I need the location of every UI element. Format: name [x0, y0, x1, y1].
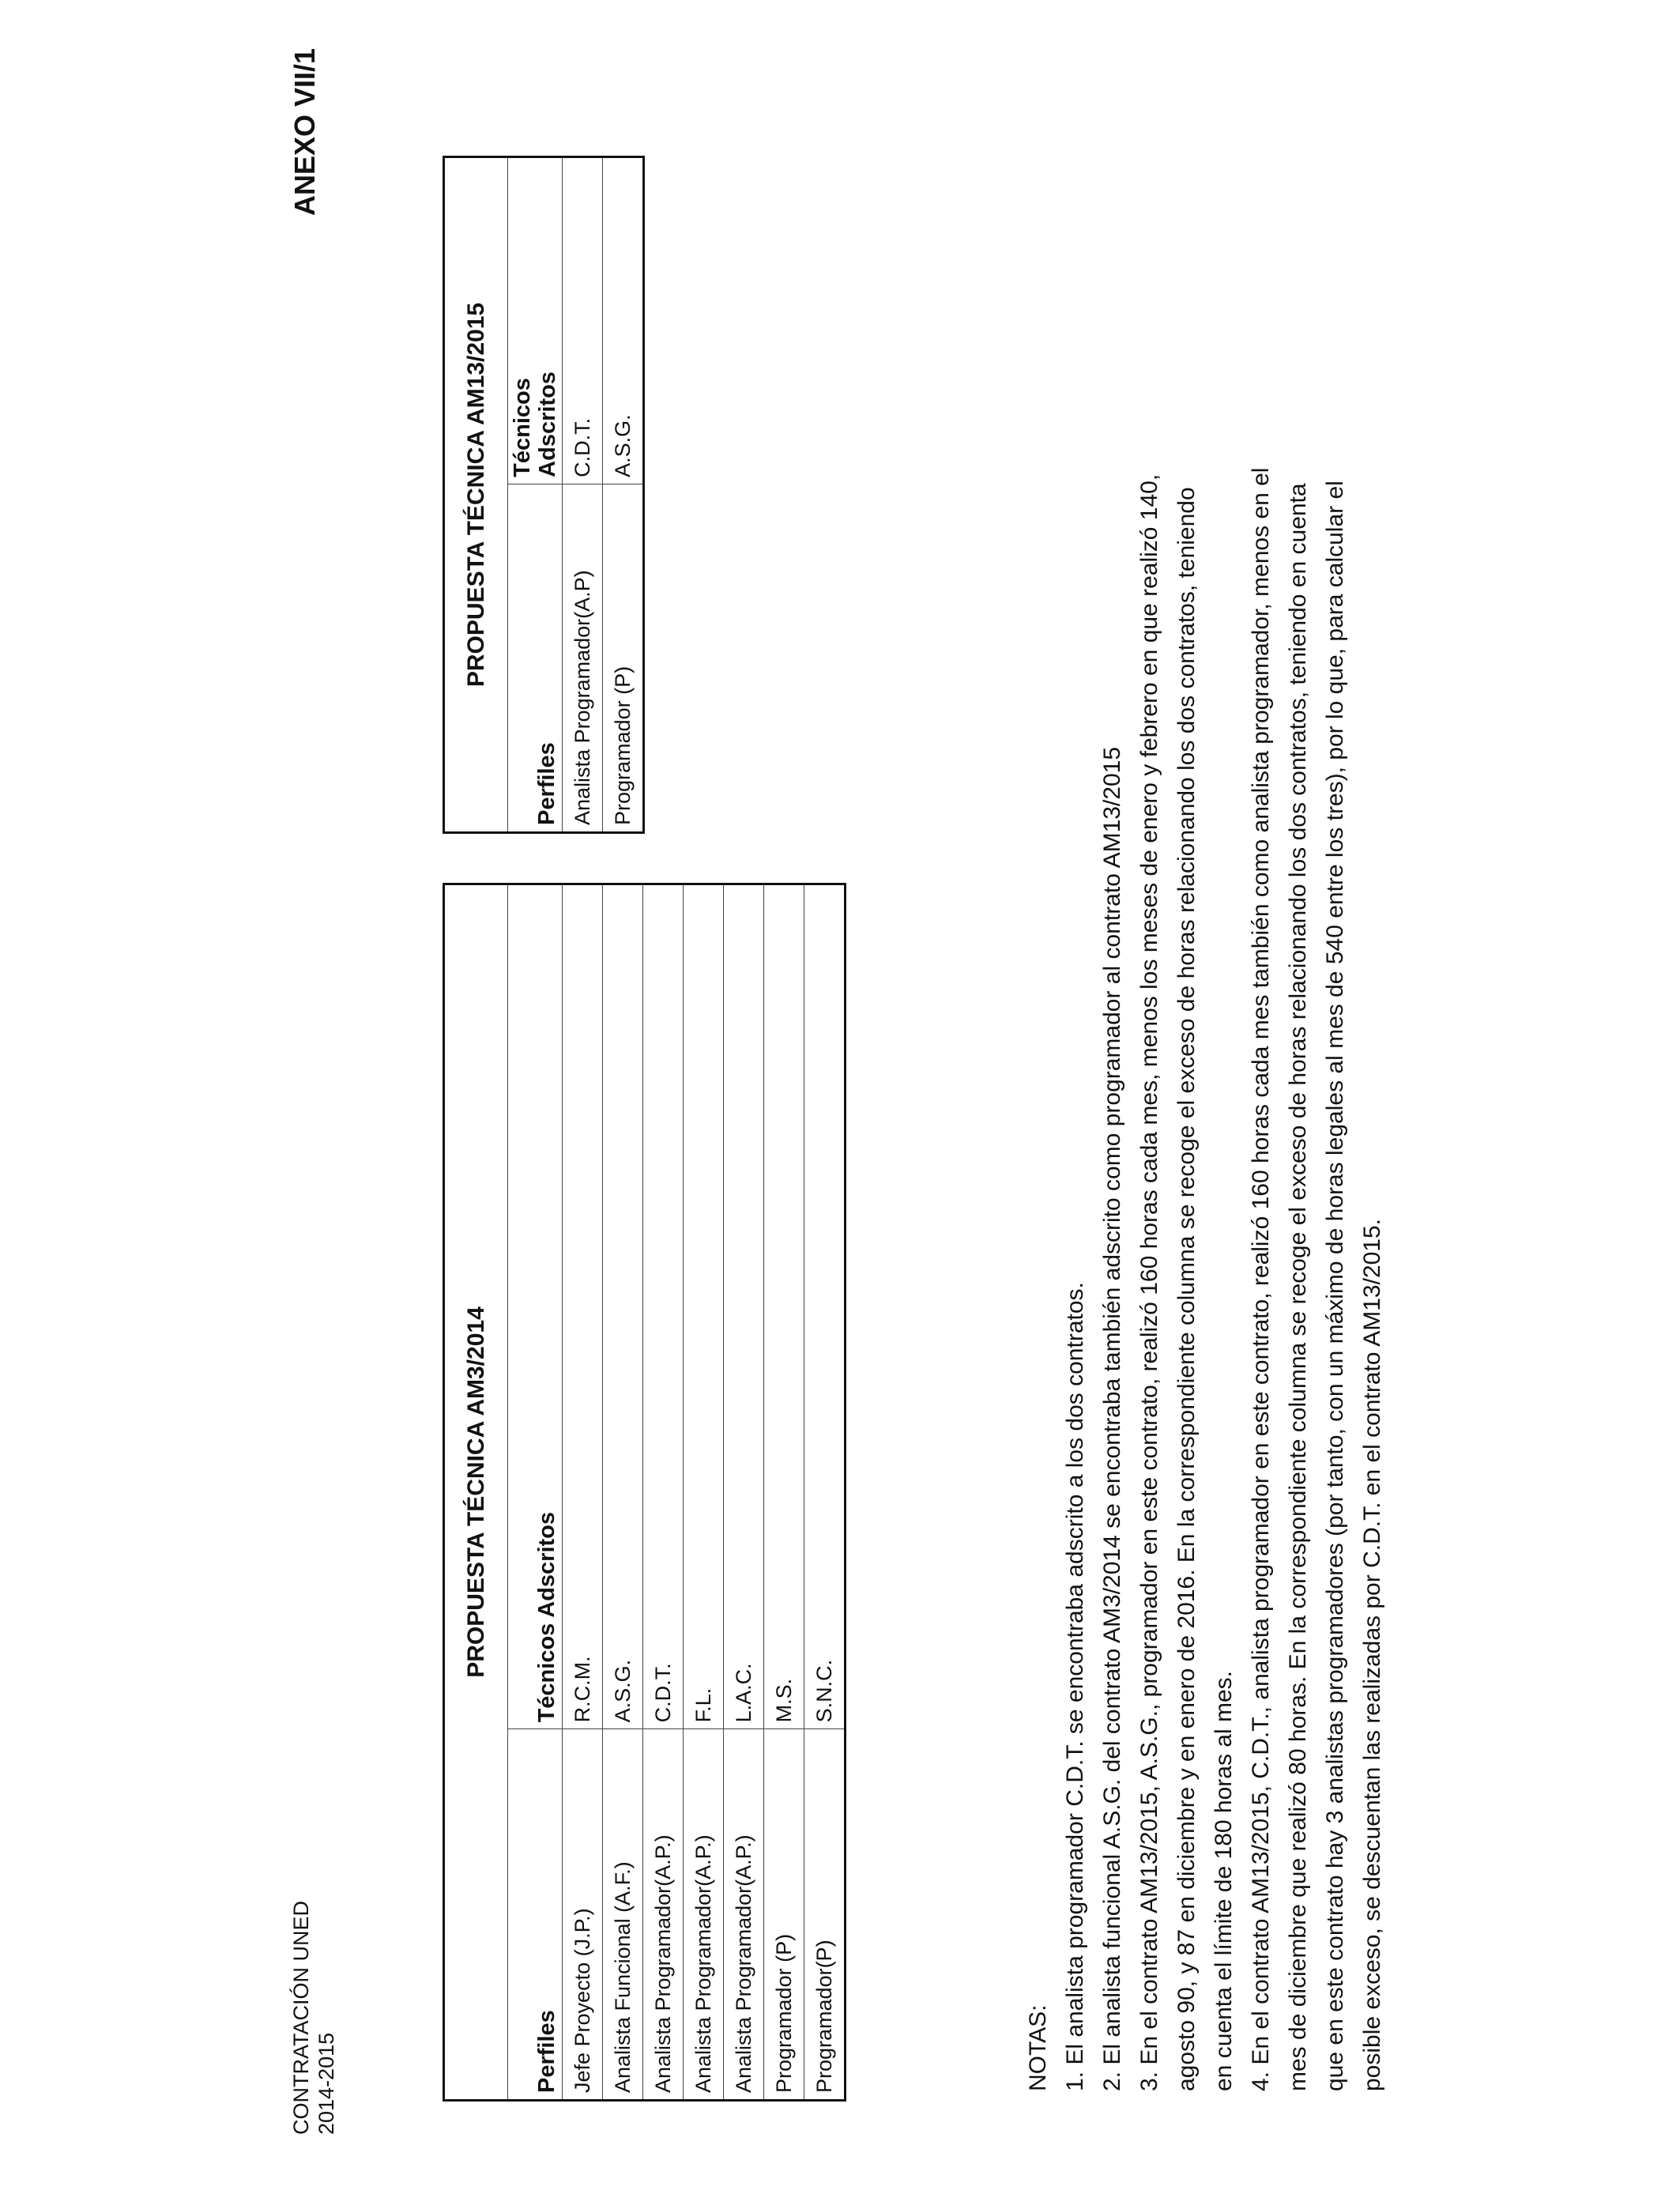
cell-perfil: Analista Programador(A.P.) [643, 1729, 684, 2101]
cell-perfil: Jefe Proyecto (J.P.) [563, 1729, 603, 2101]
cell-perfil: Analista Programador(A.P.) [684, 1729, 724, 2101]
cell-perfil: Programador (P) [603, 484, 644, 832]
cell-tecnico: S.N.C. [804, 884, 846, 1729]
table-row [563, 884, 603, 2101]
column-header-perfiles: Perfiles [508, 484, 563, 832]
table-row [603, 157, 644, 833]
cell-tecnico: R.C.M. [563, 884, 603, 1729]
column-header-line: Adscritos [535, 371, 560, 477]
cell-tecnico: A.S.G. [603, 884, 643, 1729]
annex-label: ANEXO VII/1 [288, 47, 321, 216]
table-title: PROPUESTA TÉCNICA AM3/2014 [444, 884, 508, 2101]
notes-section [1019, 68, 1391, 2091]
table-row [764, 884, 804, 2101]
table-row [563, 157, 603, 833]
note-line: 3. En el contrato AM13/2015, A.S.G., programador en este contrato, realizó 160 horas cada mes, menos los meses de enero y febrero en que realizó 140, [1136, 473, 1162, 2091]
cell-perfil: Programador(P) [804, 1729, 846, 2101]
table-row [724, 884, 764, 2101]
note-line: 4. En el contrato AM13/2015, C.D.T., analista programador en este contrato, realizó 160 horas cada mes también como analista programador, menos en el [1248, 467, 1274, 2091]
column-header-tecnicos: Técnicos Adscritos [508, 884, 563, 1729]
cell-perfil: Programador (P) [764, 1729, 804, 2101]
table-title: PROPUESTA TÉCNICA AM13/2015 [444, 157, 508, 833]
document-header-left [288, 1901, 339, 2135]
cell-tecnico: C.D.T. [643, 884, 684, 1729]
note-line: posible exceso, se descuentan las realizadas por C.D.T. en el contrato AM13/2015. [1359, 1219, 1385, 2091]
table-row [684, 884, 724, 2101]
cell-perfil: Analista Funcional (A.F.) [603, 1729, 643, 2101]
cell-perfil: Analista Programador(A.P) [563, 484, 603, 832]
note-line: en cuenta el límite de 180 horas al mes. [1211, 1671, 1237, 2091]
column-header-tecnicos [508, 157, 563, 484]
table-am3-2014 [443, 883, 846, 2102]
table-row [643, 884, 684, 2101]
cell-tecnico: L.A.C. [724, 884, 764, 1729]
note-line: mes de diciembre que realizó 80 horas. En la correspondiente columna se recoge el exceso de horas relacionando los dos contratos, teniendo en cuenta [1285, 483, 1311, 2091]
cell-tecnico: F.L. [684, 884, 724, 1729]
note-line: 1. El analista programador C.D.T. se encontraba adscrito a los dos contratos. [1062, 1282, 1088, 2091]
cell-tecnico: A.S.G. [603, 157, 644, 484]
column-header-perfiles: Perfiles [508, 1729, 563, 2101]
table-row [804, 884, 846, 2101]
header-organization: CONTRATACIÓN UNED [289, 1901, 313, 2135]
header-years: 2014-2015 [315, 2032, 338, 2135]
note-line: 2. El analista funcional A.S.G. del contrato AM3/2014 se encontraba también adscrito como programador al contrato AM13/2015 [1099, 746, 1125, 2091]
table-am13-2015 [443, 156, 645, 834]
note-line: agosto 90, y 87 en diciembre y en enero de 2016. En la correspondiente columna se recoge el exceso de horas relacionando los dos contratos, teniendo [1173, 487, 1200, 2091]
table-row [603, 884, 643, 2101]
cell-perfil: Analista Programador(A.P.) [724, 1729, 764, 2101]
column-header-line: Técnicos [510, 378, 535, 477]
note-line: que en este contrato hay 3 analistas programadores (por tanto, con un máximo de horas legales al mes de 540 entre los tres), por lo que, para calcular el [1322, 481, 1348, 2091]
notes-heading: NOTAS: [1025, 2004, 1051, 2091]
cell-tecnico: M.S. [764, 884, 804, 1729]
cell-tecnico: C.D.T. [563, 157, 603, 484]
